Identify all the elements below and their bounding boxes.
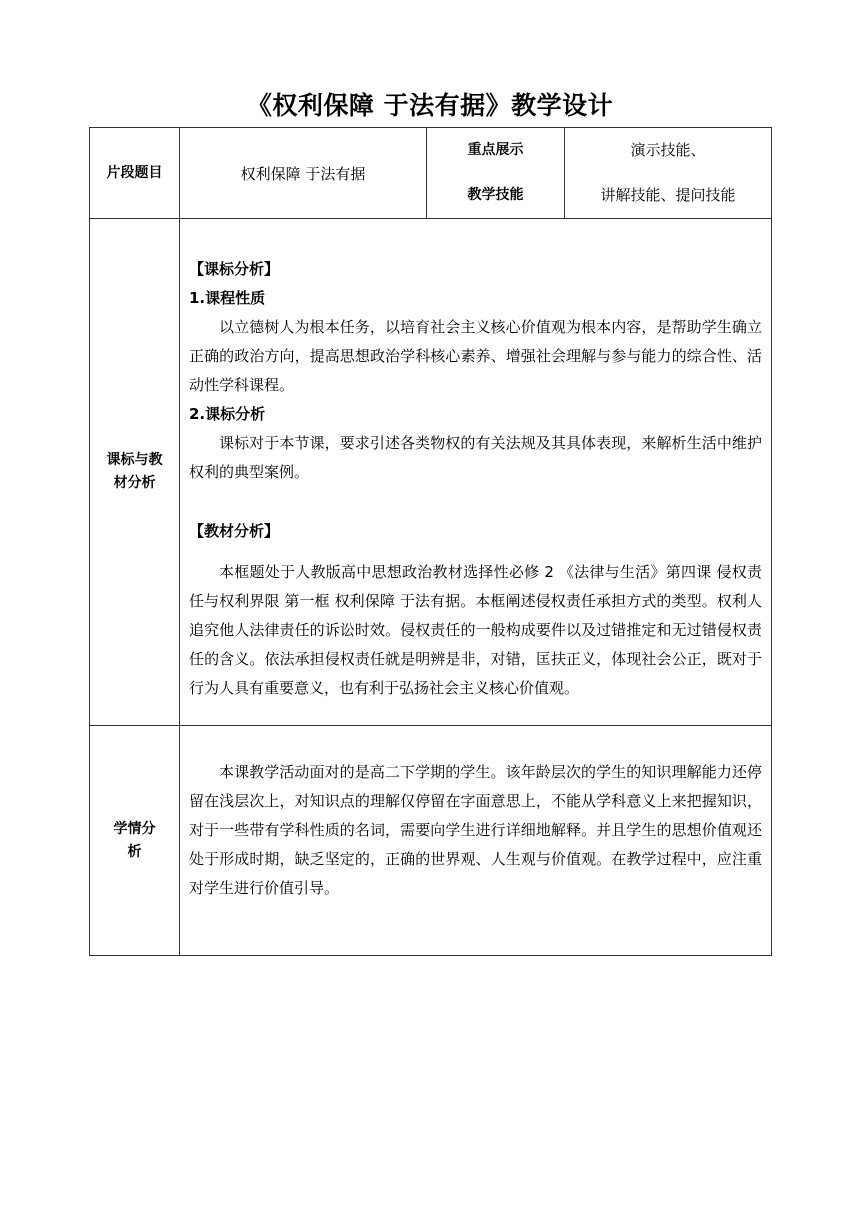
label-student-line1: 学情分 bbox=[113, 820, 156, 837]
table-row-curriculum bbox=[90, 219, 772, 726]
label-curriculum-line2: 材分析 bbox=[113, 475, 156, 491]
document-title: 《权利保障 于法有据》教学设计 bbox=[246, 91, 614, 120]
course-nature-text: 以立德树人为根本任务，以培育社会主义核心价值观为根本内容，是帮助学生确立正确的政治方向，提高思想政治学科核心素养、增强社会理解与参与能力的综合性、活动性学科课程。 bbox=[189, 318, 762, 394]
textbook-heading: 【教材分析】 bbox=[189, 522, 280, 540]
lesson-design-table bbox=[89, 127, 772, 956]
segment-topic-text: 权利保障 于法有据 bbox=[240, 164, 366, 183]
label-key-skills-line1: 重点展示 bbox=[467, 142, 524, 158]
label-segment-topic-text: 片段题目 bbox=[106, 164, 163, 181]
segment-topic-value bbox=[180, 128, 427, 219]
label-student-line2: 析 bbox=[127, 843, 142, 860]
curriculum-heading: 【课标分析】 bbox=[189, 260, 280, 278]
course-nature-heading: 1.课程性质 bbox=[189, 289, 266, 307]
key-skills-line2: 讲解技能、提问技能 bbox=[600, 186, 736, 204]
label-student-analysis bbox=[90, 726, 180, 956]
label-key-skills bbox=[427, 128, 565, 219]
label-segment-topic bbox=[90, 128, 180, 219]
curriculum-analysis-content bbox=[180, 219, 772, 726]
key-skills-value bbox=[565, 128, 772, 219]
label-curriculum-line1: 课标与教 bbox=[106, 452, 163, 468]
standard-analysis-heading: 2.课标分析 bbox=[189, 405, 266, 423]
table-row-student-analysis bbox=[90, 726, 772, 956]
student-analysis-content bbox=[180, 726, 772, 956]
table-row-topic bbox=[90, 128, 772, 219]
label-curriculum-analysis bbox=[90, 219, 180, 726]
student-analysis-text: 本课教学活动面对的是高二下学期的学生。该年龄层次的学生的知识理解能力还停留在浅层次上，对知识点的理解仅停留在字面意思上，不能从学科意义上来把握知识，对于一些带有学科性质的名词，需要向学生进行详细地解释。并且学生的思想价值观还处于形成时期，缺乏坚定的，正确的世界观、人生观与价值观。在教学过程中，应注重对学生进行价值引导。 bbox=[189, 763, 762, 897]
standard-analysis-text: 课标对于本节课，要求引述各类物权的有关法规及其具体表现，来解析生活中维护权利的典型案例。 bbox=[189, 434, 762, 481]
label-key-skills-line2: 教学技能 bbox=[467, 187, 524, 203]
textbook-analysis-text: 本框题处于人教版高中思想政治教材选择性必修 2 《法律与生活》第四课 侵权责任与权利界限 第一框 权利保障 于法有据。本框阐述侵权责任承担方式的类型。权利人追究他人法律责任的诉讼时效。侵权责任的一般构成要件以及过错推定和无过错侵权责任的含义。依法承担侵权责任就是明辨是非，对错，匡扶正义，体现社会公正，既对于行为人具有重要意义，也有利于弘扬社会主义核心价值观。 bbox=[189, 563, 762, 697]
key-skills-line1: 演示技能、 bbox=[630, 141, 706, 159]
